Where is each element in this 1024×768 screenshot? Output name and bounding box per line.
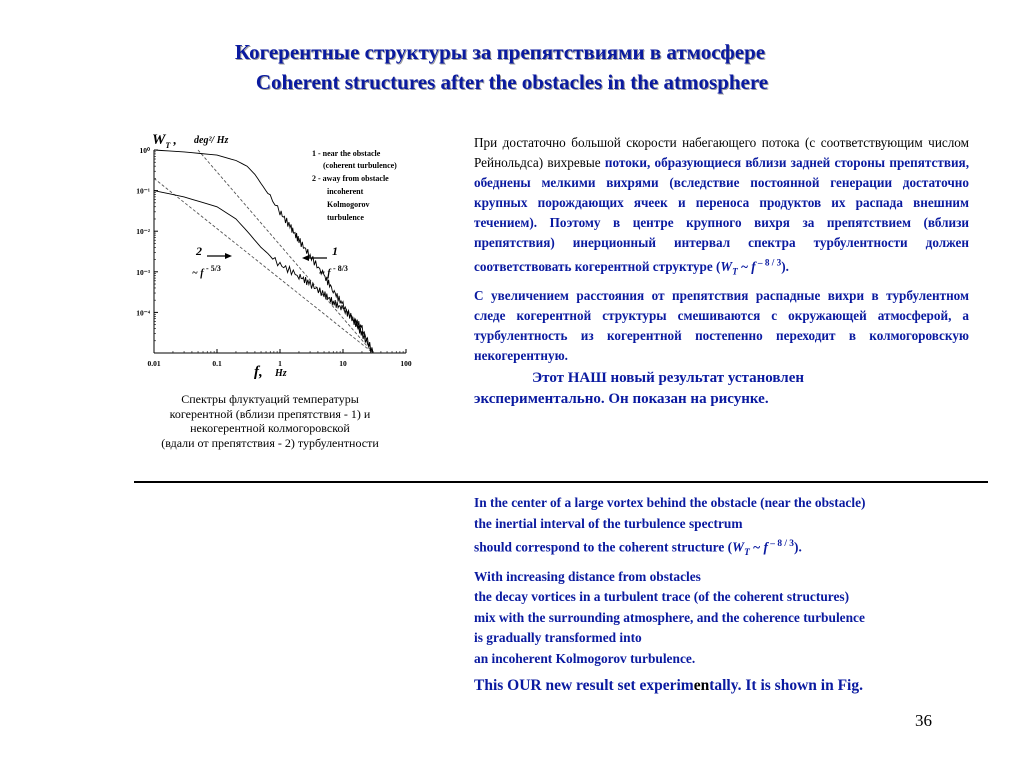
en-line: In the center of a large vortex behind the obstacle (near the obstacle) <box>474 495 866 510</box>
curve-1-label: 1 <box>332 244 338 258</box>
curve-1-arrowhead <box>302 255 309 261</box>
caption-line: когерентной (вблизи препятствия - 1) и <box>169 406 371 421</box>
caption-line: Спектры флуктуаций температуры <box>181 392 359 406</box>
en-line: should correspond to the coherent structure ($W_T$ ~ f $^{- 8 / 3}$). <box>474 539 802 559</box>
curve-1-slope: ~ f $^{- 8/3}$ <box>319 264 348 279</box>
curve-2-slope: ~ f $^{- 5/3}$ <box>192 264 221 279</box>
ru-result-statement: Этот НАШ новый результат установлен экспериментально. Он показан на рисунке. <box>474 370 804 408</box>
en-line: mix with the surrounding atmosphere, and the coherence turbulence <box>474 609 865 625</box>
ru-p1-plain: При достаточно большой скорости набегающего потока (с соответствующим числом Рейнольдса) вихревые <box>474 135 969 170</box>
en-line: the inertial interval of the turbulence spectrum <box>474 515 743 531</box>
y-tick-label: 10⁻¹ <box>136 186 150 196</box>
curve-2-arrowhead <box>225 253 232 259</box>
en-line: is gradually transformed into <box>474 630 642 646</box>
legend-line: 2 - away from obstacle <box>312 174 389 183</box>
y-axis-label: $W_T$ , <box>152 132 177 150</box>
page-number: 36 <box>915 711 932 730</box>
spectrum-chart <box>120 120 420 385</box>
slide-title-en: Coherent structures after the obstacles in the atmosphere <box>255 70 769 94</box>
y-tick-label: 10⁰ <box>139 146 150 155</box>
russian-text-block <box>474 133 969 410</box>
chart-caption <box>120 392 420 450</box>
en-result-statement: This OUR new result set experimentally. It is shown in Fig. <box>474 677 863 695</box>
caption-line: некогерентной колмогоровской <box>190 421 350 435</box>
y-tick-label: 10⁻² <box>136 227 150 237</box>
legend-line: 1 - near the obstacle <box>312 149 381 158</box>
annotation-curve-2 <box>192 244 232 279</box>
x-tick-label: 100 <box>400 359 412 368</box>
en-line: With increasing distance from obstacles <box>474 568 701 584</box>
y-axis-unit: deg²/ Hz <box>194 135 229 146</box>
en-line: an incoherent Kolmogorov turbulence. <box>474 650 696 666</box>
legend-line: incoherent <box>327 187 364 196</box>
x-axis-unit: Hz <box>275 368 287 379</box>
legend-line: Kolmogorov <box>327 200 370 209</box>
x-axis-label: f, <box>254 364 263 380</box>
y-tick-label: 10⁻⁴ <box>136 308 150 318</box>
y-tick-label: 10⁻³ <box>136 267 150 277</box>
spectrum-chart-svg <box>120 120 420 385</box>
x-tick-label: 0.01 <box>147 359 161 368</box>
x-tick-label: 1 <box>278 359 282 368</box>
curve-2-label: 2 <box>196 244 202 258</box>
english-text-block <box>474 493 1004 697</box>
ru-paragraph-1 <box>474 133 969 282</box>
x-tick-label: 10 <box>339 359 347 368</box>
ru-p1-highlight: потоки, образующиеся вблизи задней стороны препятствия, обеднены мелкими вихрями (вследствие постоянной генерации достаточно крупных порождающих ячеек и переноса продуктов их распада внешним течением). Поэтому в центре крупного вихря за препятствием (вблизи препятствия) инерционный интервал спектра турбулентности должен соответствовать когерентной структуре ($W_T$ ~ f $^{- 8 / 3}$). <box>474 155 969 278</box>
legend-line: turbulence <box>327 213 364 222</box>
en-line: the decay vortices in a turbulent trace (of the coherent structures) <box>474 589 850 605</box>
chart-legend <box>312 149 397 222</box>
annotation-curve-1 <box>302 244 348 279</box>
slide-title-ru: Когерентные структуры за препятствиями в атмосфере <box>234 40 766 64</box>
x-tick-label: 0.1 <box>212 359 222 368</box>
caption-line: (вдали от препятствия - 2) турбулентности <box>161 435 379 450</box>
ru-paragraph-2: С увеличением расстояния от препятствия распадные вихри в турбулентном следе когерентной структуры смешиваются с окружающей атмосферой, а турбулентность из когерентной постепенно переходит в колмогоровскую некогерентную. <box>474 288 969 364</box>
section-divider <box>134 481 988 483</box>
legend-line: (coherent turbulence) <box>323 161 397 170</box>
